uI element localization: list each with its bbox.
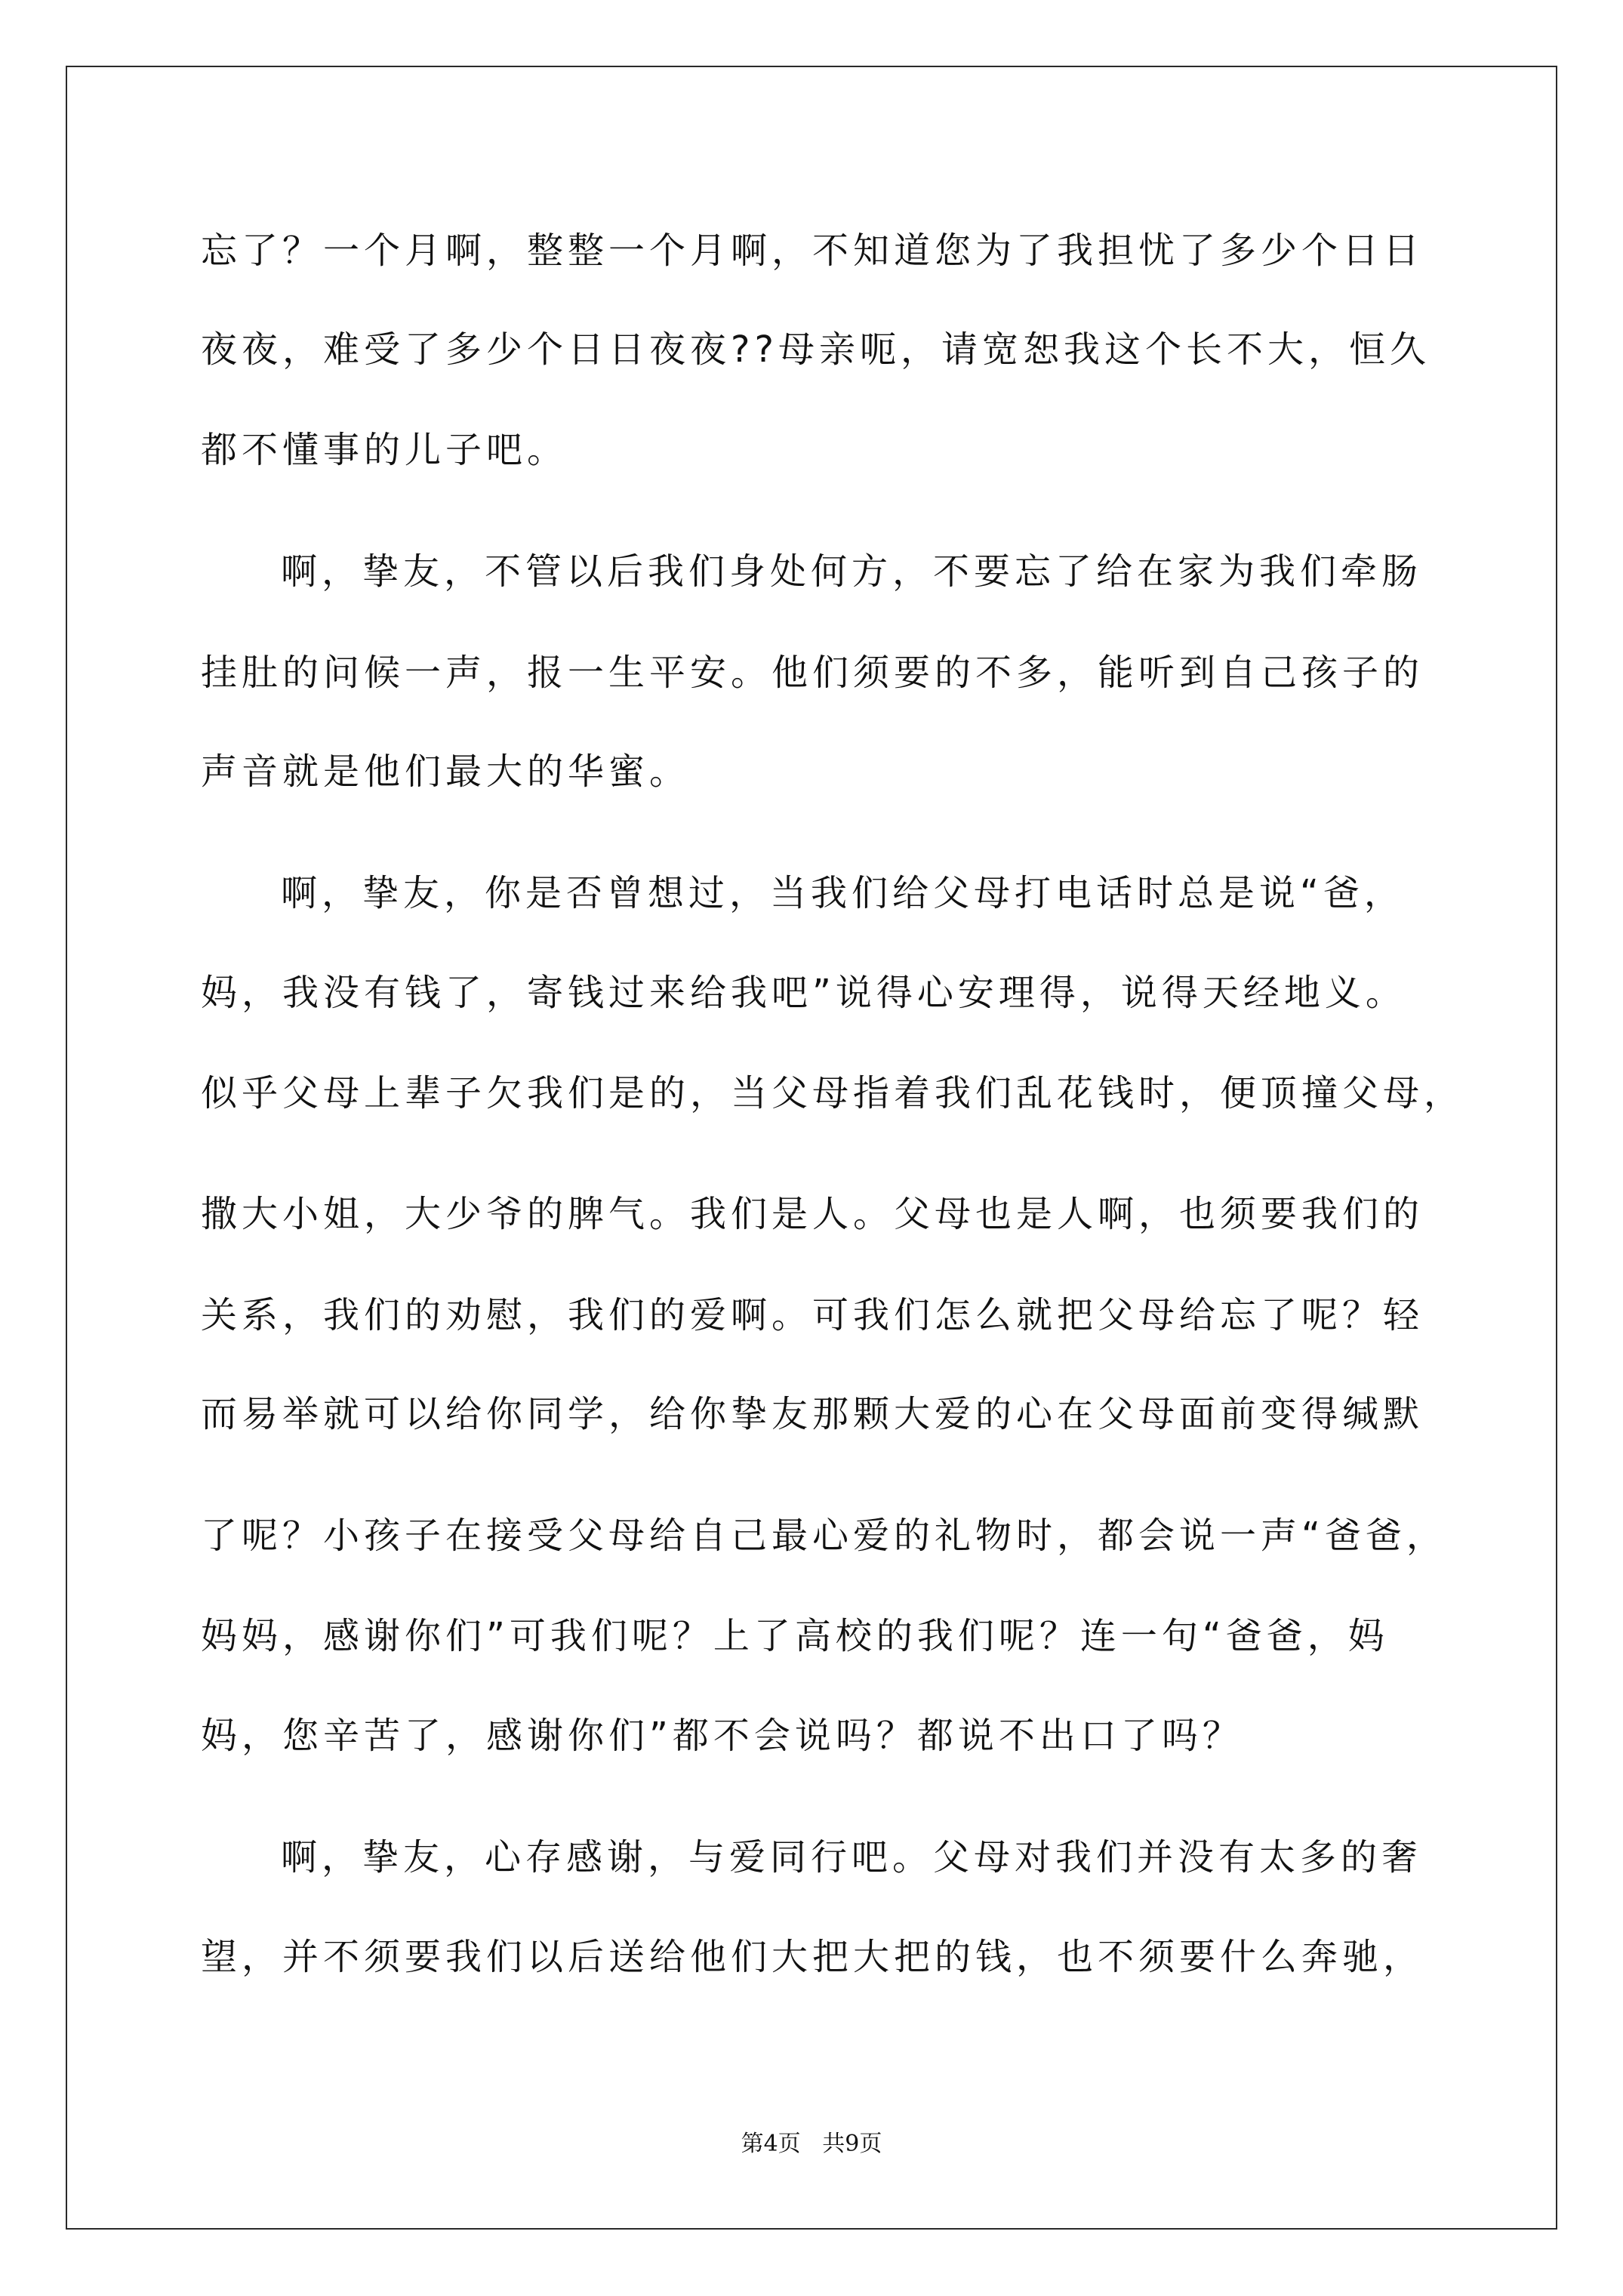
text-line: 都不懂事的儿子吧。 bbox=[201, 429, 568, 471]
page-border bbox=[66, 66, 1557, 2230]
text-line: 似乎父母上辈子欠我们是的，当父母指着我们乱花钱时，便顶撞父母， bbox=[201, 1072, 1465, 1114]
paragraph-first-line: 啊，挚友，你是否曾想过，当我们给父母打电话时总是说“爸， bbox=[281, 872, 1405, 914]
text-line: 关系，我们的劝慰，我们的爱啊。可我们怎么就把父母给忘了呢？轻 bbox=[201, 1294, 1424, 1336]
text-line: 夜夜，难受了多少个日日夜夜??母亲呃，请宽恕我这个长不大，恒久 bbox=[201, 328, 1431, 371]
text-line: 望，并不须要我们以后送给他们大把大把的钱，也不须要什么奔驰， bbox=[201, 1936, 1424, 1978]
paragraph-first-line: 啊，挚友，心存感谢，与爱同行吧。父母对我们并没有太多的奢 bbox=[281, 1836, 1423, 1878]
text-line: 撒大小姐，大少爷的脾气。我们是人。父母也是人啊，也须要我们的 bbox=[201, 1193, 1424, 1235]
text-line: 了呢？小孩子在接受父母给自己最心爱的礼物时，都会说一声“爸爸， bbox=[201, 1515, 1447, 1557]
page-footer: 第4页 共9页 bbox=[741, 2131, 882, 2157]
text-line: 妈妈，感谢你们”可我们呢？上了高校的我们呢？连一句“爸爸，妈 bbox=[201, 1615, 1389, 1657]
text-line: 妈，您辛苦了，感谢你们”都不会说吗？都说不出口了吗？ bbox=[201, 1715, 1243, 1757]
paragraph-first-line: 啊，挚友，不管以后我们身处何方，不要忘了给在家为我们牵肠 bbox=[281, 550, 1423, 593]
text-line: 忘了？一个月啊，整整一个月啊，不知道您为了我担忧了多少个日日 bbox=[201, 230, 1424, 272]
text-line: 声音就是他们最大的华蜜。 bbox=[201, 750, 691, 793]
text-line: 妈，我没有钱了，寄钱过来给我吧”说得心安理得，说得天经地义。 bbox=[201, 972, 1406, 1014]
text-line: 而易举就可以给你同学，给你挚友那颗大爱的心在父母面前变得缄默 bbox=[201, 1393, 1424, 1435]
text-line: 挂肚的问候一声，报一生平安。他们须要的不多，能听到自己孩子的 bbox=[201, 652, 1424, 694]
